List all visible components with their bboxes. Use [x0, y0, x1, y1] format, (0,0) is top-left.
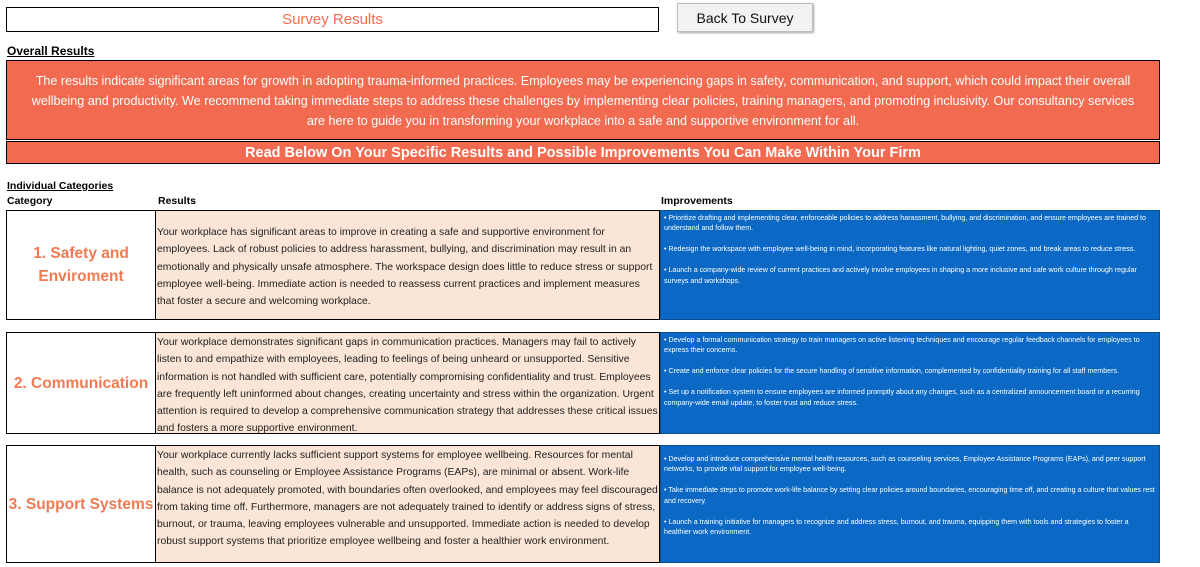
column-header-results: Results — [158, 195, 196, 207]
column-header-category: Category — [7, 195, 53, 207]
improvement-item: • Develop and introduce comprehensive mental health resources, such as counseling services, Employee Assistance Programs (EAPs), and peer support networks, to provide vital support for employee well-being. — [664, 455, 1146, 474]
category-cell: 1. Safety and Enviroment — [6, 210, 156, 320]
improvement-item: • Create and enforce clear policies for the secure handling of sensitive information, complemented by confidentiality training for all staff members. — [664, 367, 1120, 376]
improvements-cell — [660, 332, 1160, 434]
back-to-survey-button[interactable]: Back To Survey — [677, 3, 813, 32]
results-cell: Your workplace has significant areas to improve in creating a safe and supportive environment for employees. Lack of robust policies to address harassment, bullying, and discrimination may result in an emotionally and physically unsafe atmosphere. The workspace design does little to reduce stress or support employee well-being. Immediate action is needed to reassess current practices and implement measures that foster a secure and welcoming workplace. — [156, 210, 660, 320]
column-header-improvements: Improvements — [661, 195, 733, 207]
improvement-item: • Prioritize drafting and implementing clear, enforceable policies to address harassment, bullying, and discrimination, and ensure employees are trained to understand and follow them. — [664, 214, 1146, 233]
results-cell: Your workplace demonstrates significant gaps in communication practices. Managers may fail to actively listen to and empathize with employees, leading to feelings of being unheard or unsupported. Sensitive information is not handled with sufficient care, potentially compromising confidentiality and trust. Employees are frequently left uninformed about changes, creating uncertainty and stress within the organization. Urgent attention is required to develop a comprehensive communication strategy that addresses these critical issues and fosters a more supportive environment. — [156, 332, 660, 434]
category-row-support-systems — [6, 445, 1160, 563]
improvement-item: • Set up a notification system to ensure employees are informed promptly about any changes, such as a centralized announcement board or a recurring company-wide email update, to foster trust and reduce stress. — [664, 388, 1140, 407]
improvement-item: • Redesign the workspace with employee well-being in mind, incorporating features like natural lighting, quiet zones, and break areas to reduce stress. — [664, 245, 1136, 254]
page-title: Survey Results — [6, 7, 659, 32]
category-row-safety — [6, 210, 1160, 320]
improvement-item: • Launch a company-wide review of current practices and actively involve employees in shaping a more inclusive and safe work culture through regular surveys and workshops. — [664, 266, 1137, 285]
category-row-communication — [6, 332, 1160, 434]
results-cell: Your workplace currently lacks sufficient support systems for employee wellbeing. Resources for mental health, such as counseling or Employee Assistance Programs (EAPs), are minimal or absent. Work-life balance is not adequately promoted, with boundaries often overlooked, and employees may feel discouraged from taking time off. Furthermore, managers are not adequately trained to identify or address signs of stress, burnout, or trauma, leaving employees vulnerable and unsupported. Immediate action is needed to develop robust support systems that prioritize employee wellbeing and foster a healthier work environment. — [156, 445, 660, 563]
improvements-banner: Read Below On Your Specific Results and Possible Improvements You Can Make Within Your Firm — [6, 141, 1160, 164]
overall-results-text: The results indicate significant areas for growth in adopting trauma-informed practices. Employees may be experiencing gaps in safety, communication, and support, which could impact their overall wellbeing and productivity. We recommend taking immediate steps to address these challenges by implementing clear policies, training managers, and promoting inclusivity. Our consultancy services are here to guide you in transforming your workplace into a safe and supportive environment for all. — [6, 60, 1160, 140]
category-cell: 3. Support Systems — [6, 445, 156, 563]
overall-results-label: Overall Results — [7, 44, 95, 58]
category-cell: 2. Communication — [6, 332, 156, 434]
improvement-item: • Launch a training initiative for managers to recognize and address stress, burnout, and trauma, equipping them with tools and strategies to foster a healthier work environment. — [664, 517, 1129, 537]
improvement-item: • Take immediate steps to promote work-life balance by setting clear policies around boundaries, encouraging time off, and creating a culture that values rest and recovery. — [664, 486, 1155, 505]
improvements-cell — [660, 210, 1160, 320]
improvements-cell — [660, 445, 1160, 563]
individual-categories-label: Individual Categories — [7, 180, 114, 192]
improvement-item: • Develop a formal communication strategy to train managers on active listening techniques and encourage regular feedback channels for employees to express their concerns. — [664, 336, 1140, 355]
